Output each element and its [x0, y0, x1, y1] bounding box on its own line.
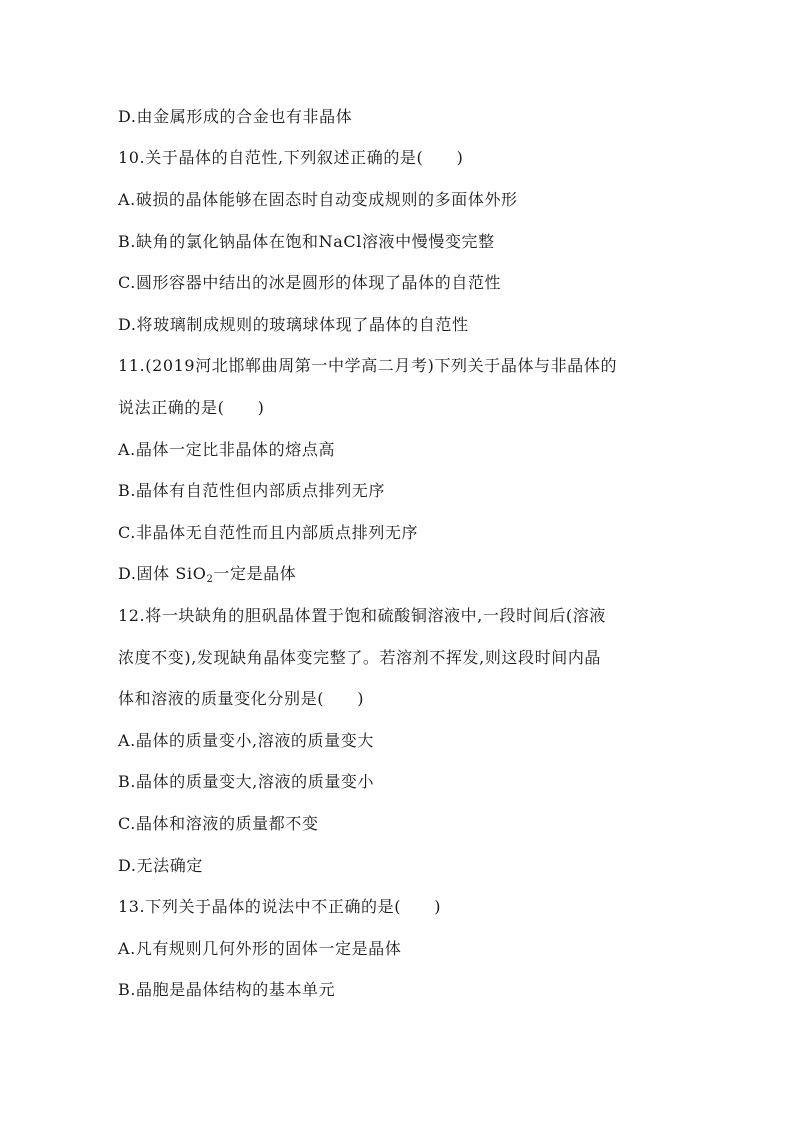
q11-option-a: A.晶体一定比非晶体的熔点高	[118, 440, 336, 459]
q10-option-a: A.破损的晶体能够在固态时自动变成规则的多面体外形	[118, 190, 518, 209]
q11-stem-line2: 说法正确的是( )	[118, 398, 265, 417]
q12-option-b: B.晶体的质量变大,溶液的质量变小	[118, 772, 375, 791]
q10-option-b: B.缺角的氯化钠晶体在饱和NaCl溶液中慢慢变完整	[118, 232, 495, 251]
q12-stem-line1: 12.将一块缺角的胆矾晶体置于饱和硫酸铜溶液中,一段时间后(溶液	[118, 606, 606, 625]
q9-option-d: D.由金属形成的合金也有非晶体	[118, 107, 353, 126]
q11-stem-line1: 11.(2019河北邯郸曲周第一中学高二月考)下列关于晶体与非晶体的	[118, 356, 618, 375]
q12-stem-line2: 浓度不变),发现缺角晶体变完整了。若溶剂不挥发,则这段时间内晶	[118, 648, 602, 667]
q13-option-a: A.凡有规则几何外形的固体一定是晶体	[118, 939, 402, 958]
q11-option-d-subscript: 2	[206, 574, 214, 585]
q13-option-b: B.晶胞是晶体结构的基本单元	[118, 980, 336, 999]
q12-option-a: A.晶体的质量变小,溶液的质量变大	[118, 731, 374, 750]
q11-option-c: C.非晶体无自范性而且内部质点排列无序	[118, 523, 419, 542]
q11-option-b: B.晶体有自范性但内部质点排列无序	[118, 481, 386, 500]
q12-option-d: D.无法确定	[118, 856, 203, 875]
q11-option-d	[118, 564, 296, 584]
q10-stem: 10.关于晶体的自范性,下列叙述正确的是( )	[118, 148, 464, 167]
q10-option-d: D.将玻璃制成规则的玻璃球体现了晶体的自范性	[118, 315, 469, 334]
q13-stem: 13.下列关于晶体的说法中不正确的是( )	[118, 897, 442, 916]
q11-option-d-before: D.固体 SiO	[118, 564, 207, 583]
q12-stem-line3: 体和溶液的质量变化分别是( )	[118, 689, 365, 708]
q12-option-c: C.晶体和溶液的质量都不变	[118, 814, 319, 833]
q11-option-d-after: 一定是晶体	[213, 564, 297, 583]
q10-option-c: C.圆形容器中结出的冰是圆形的体现了晶体的自范性	[118, 273, 502, 292]
